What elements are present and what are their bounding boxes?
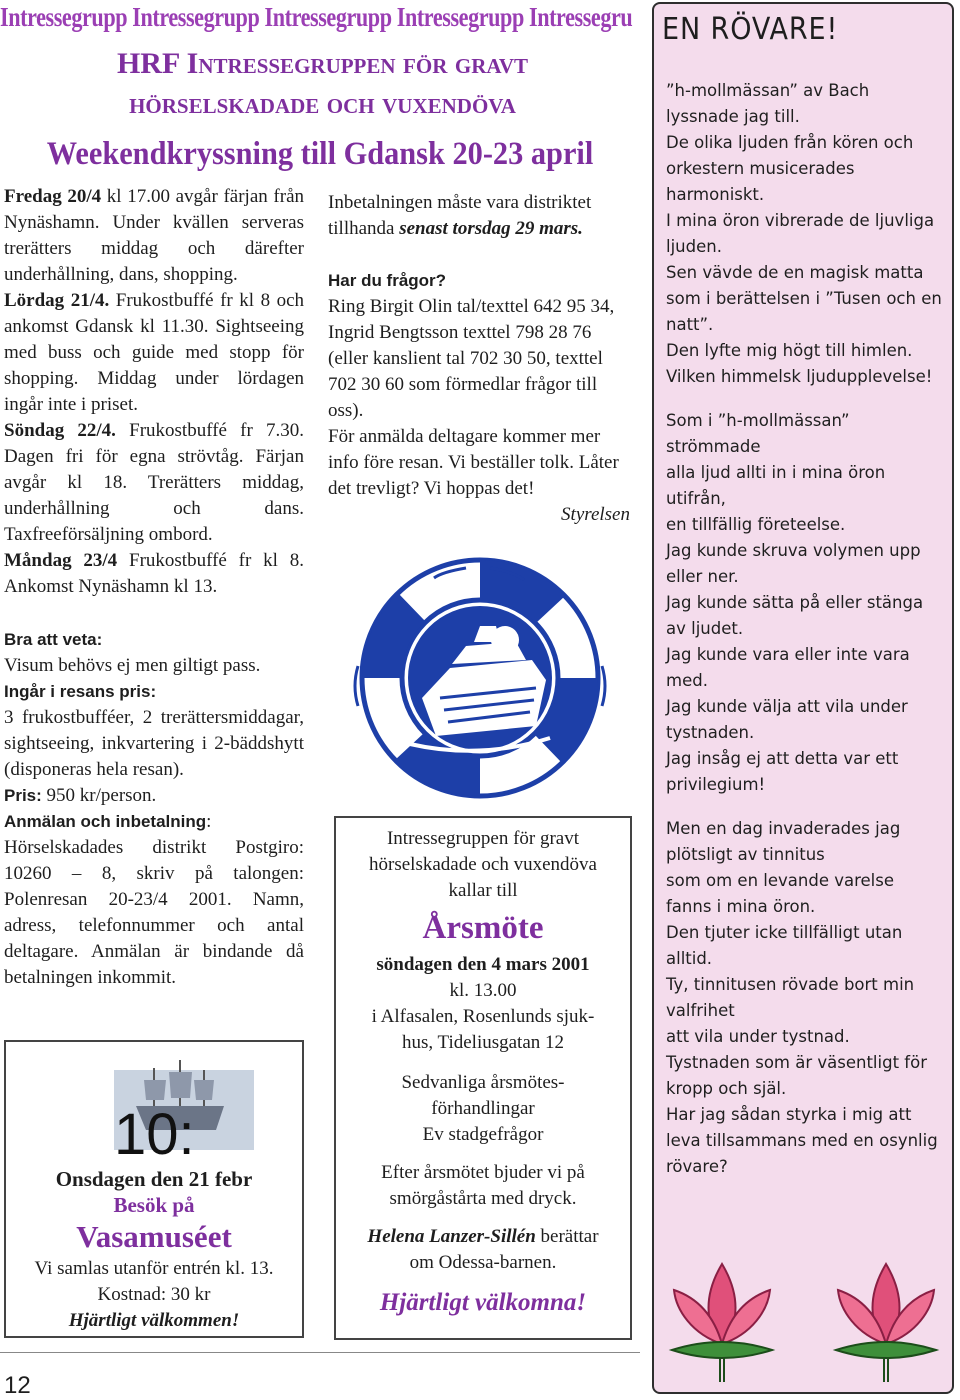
saturday-label: Lördag 21/4. <box>4 290 110 311</box>
included-label: Ingår i resans pris: <box>4 682 157 701</box>
meeting-time: kl. 13.00 <box>449 980 517 1001</box>
included-text: 3 frukostbufféer, 2 trerättersmiddagar, sightseeing, inkvartering i 2-bäddshytt (disponeras hela resan). <box>4 707 304 780</box>
poem-line: Har jag sådan styrka i mig att leva tillsammans med en osynlig rövare? <box>666 1105 938 1176</box>
sunday-text: Frukostbuffé fr 7.30. Dagen fri för egna strövtåg. Färjan avgår kl 18. Trerätters middag, underhållning och dans. Taxfreeförsäljning ombord. <box>4 420 305 545</box>
poem-body <box>666 78 944 1198</box>
header-banner: Intressegrupp Intressegrupp Intressegrupp Intressegrupp Intressegru <box>0 2 633 32</box>
questions-label: Har du frågor? <box>328 271 447 290</box>
price-text: 950 kr/person. <box>46 785 157 806</box>
payment-paragraph <box>328 190 630 242</box>
meeting-place-line2: hus, Tideliusgatan 12 <box>401 1032 565 1053</box>
vasa-museum-name: Vasamuséet <box>76 1219 232 1254</box>
poem-panel <box>652 2 954 1394</box>
meeting-after-line1: Efter årsmötet bjuder vi på <box>381 1162 585 1183</box>
meeting-title: Årsmöte <box>422 910 544 946</box>
poem-stanza-3 <box>666 816 944 1180</box>
poem-line: Men en dag invaderades jag plötsligt av tinnitus <box>666 819 901 864</box>
poem-line: Jag kunde sätta på eller stänga av ljudet. <box>666 593 924 638</box>
lotus-flower-right-icon <box>826 1254 946 1384</box>
monday-text: Frukostbuffé fr kl 8. Ankomst Nynäshamn kl 13. <box>4 550 304 597</box>
page-number: 12 <box>4 1372 31 1399</box>
page-divider <box>0 1352 640 1353</box>
poem-line: Tystnaden som är väsentligt för kropp och själ. <box>666 1053 927 1098</box>
poem-title: EN RÖVARE! <box>662 12 839 47</box>
poem-line: Jag insåg ej att detta var ett privilegium! <box>666 749 899 794</box>
vasa-meet-text: Vi samlas utanför entrén kl. 13. <box>34 1258 274 1279</box>
poem-line: Jag kunde vara eller inte vara med. <box>666 645 910 690</box>
lifebuoy-ship-illustration <box>340 548 620 808</box>
poem-line: I mina öron vibrerade de ljuvliga ljuden. <box>666 211 935 256</box>
monday-label: Måndag 23/4 <box>4 550 118 571</box>
friday-paragraph <box>4 184 304 288</box>
meeting-agenda-line1: Sedvanliga årsmötes- <box>401 1072 565 1093</box>
price-label: Pris: <box>4 786 42 805</box>
group-name-line2: hörselskadade och vuxendöva <box>129 87 516 120</box>
poem-line: Vilken himmelsk ljudupplevelse! <box>666 367 933 386</box>
poem-line: Den tjuter icke tillfälligt utan alltid. <box>666 923 903 968</box>
registration-label: Anmälan och inbetalning <box>4 812 207 831</box>
vasa-museum-notice <box>4 1040 304 1338</box>
vasa-welcome: Hjärtligt välkommen! <box>68 1310 240 1331</box>
vasa-cost: Kostnad: 30 kr <box>97 1284 211 1305</box>
participants-text: För anmälda deltagare kommer mer info före resan. Vi beställer tolk. Låter det trevligt? Vi hoppas det! <box>328 426 619 499</box>
meeting-org-line2: hörselskadade och vuxendöva <box>369 854 597 875</box>
vasa-logo-number: 10: <box>114 1102 195 1167</box>
meeting-calls: kallar till <box>448 880 518 901</box>
poem-line: en tillfällig företeelse. <box>666 515 846 534</box>
poem-stanza-1 <box>666 78 944 390</box>
meeting-org-line1: Intressegruppen för gravt <box>386 828 580 849</box>
friday-text: kl 17.00 avgår färjan från Nynäshamn. Under kvällen serveras trerätters middag och därefter underhållning, dans, shopping. <box>4 186 305 285</box>
friday-label: Fredag 20/4 <box>4 186 102 207</box>
questions-text: Ring Birgit Olin tal/texttel 642 95 34, Ingrid Bengtsson texttel 798 28 76 (eller kanslient tal 702 30 50, texttel 702 30 60 som förmedlar frågor till oss). <box>328 296 615 421</box>
price-paragraph <box>4 783 304 809</box>
meeting-date: söndagen den 4 mars 2001 <box>376 954 590 975</box>
payment-questions-column <box>328 190 630 528</box>
good-to-know-text: Visum behövs ej men giltigt pass. <box>4 655 261 676</box>
saturday-paragraph <box>4 288 304 418</box>
poem-line: som om en levande varelse fanns i mina öron. <box>666 871 894 916</box>
registration-label-line: Anmälan och inbetalning: <box>4 811 212 832</box>
saturday-text: Frukostbuffé fr kl 8 och ankomst Gdansk kl 11.30. Sightseeing med buss och guide med stopp för shopping. Middag under lördagen ingår inte i priset. <box>4 290 305 415</box>
vasa-date: Onsdagen den 21 febr <box>55 1167 253 1191</box>
poem-line: Ty, tinnitusen rövade bort min valfrihet <box>666 975 915 1020</box>
meeting-agenda-line3: Ev stadgefrågor <box>422 1124 544 1145</box>
poem-line: Den lyfte mig högt till himlen. <box>666 341 913 360</box>
trip-program-column <box>4 184 304 991</box>
poem-line: ”h-mollmässan” av Bach lyssnade jag till. <box>666 81 870 126</box>
registration-text: Hörselskadades distrikt Postgiro: 10260 – 8, skriv på talongen: Polenresan 20-23/4 2001. Namn, adress, telefonnummer och antal deltagare. Anmälan är bindande då betalningen inkommit. <box>4 837 304 988</box>
annual-meeting-notice <box>334 816 632 1340</box>
poem-line: Sen vävde de en magisk matta som i berättelsen i ”Tusen och en natt”. <box>666 263 942 334</box>
meeting-place-line1: i Alfasalen, Rosenlunds sjuk- <box>371 1006 595 1027</box>
vasa-ship-logo <box>54 1050 254 1167</box>
meeting-welcome: Hjärtligt välkomna! <box>379 1289 587 1316</box>
group-name <box>0 44 645 124</box>
poem-line: alla ljud allti in i mina öron utifrån, <box>666 463 886 508</box>
poem-line: Som i ”h-mollmässan” strömmade <box>666 411 850 456</box>
poem-line: Jag kunde välja att vila under tystnaden. <box>666 697 908 742</box>
payment-deadline: senast torsdag 29 mars. <box>399 218 583 239</box>
payment-text: Inbetalningen måste vara distriktet tillhanda <box>328 192 592 239</box>
monday-paragraph <box>4 548 304 600</box>
good-to-know-label: Bra att veta: <box>4 630 103 649</box>
questions-label-line <box>328 268 630 294</box>
sunday-label: Söndag 22/4. <box>4 420 116 441</box>
meeting-after-line2: smörgåstårta med dryck. <box>389 1188 577 1209</box>
meeting-speaker: Helena Lanzer-Sillén berättar <box>367 1226 599 1247</box>
poem-line: att vila under tystnad. <box>666 1027 850 1046</box>
signature: Styrelsen <box>561 504 630 525</box>
vasa-visit: Besök på <box>113 1193 195 1217</box>
poem-line: Jag kunde skruva volymen upp eller ner. <box>666 541 921 586</box>
group-name-line1: HRF Intressegruppen för gravt <box>116 47 529 80</box>
lotus-flower-left-icon <box>662 1254 782 1384</box>
speaker-name: Helena Lanzer-Sillén <box>367 1226 536 1247</box>
trip-title: Weekendkryssning till Gdansk 20-23 april <box>46 136 594 172</box>
meeting-agenda-line2: förhandlingar <box>431 1098 535 1119</box>
sunday-paragraph <box>4 418 304 548</box>
poem-line: De olika ljuden från kören och orkestern musicerades harmoniskt. <box>666 133 914 204</box>
meeting-speaker-topic: om Odessa-barnen. <box>409 1252 557 1273</box>
poem-stanza-2 <box>666 408 944 798</box>
